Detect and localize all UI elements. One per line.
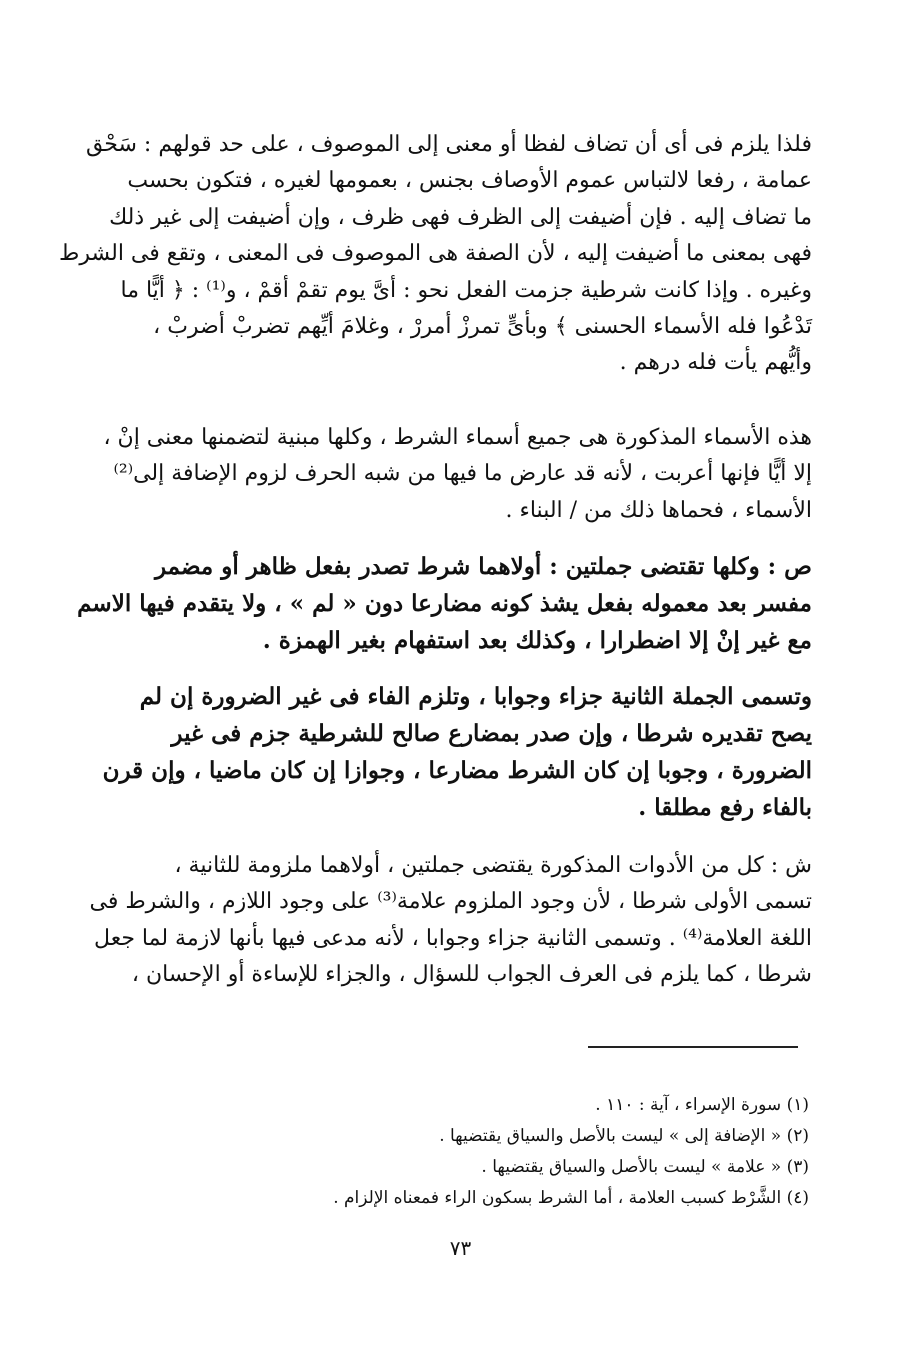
text-line: إلا أيًّا فإنها أعربت ، لأنه قد عارض ما فيها من شبه الحرف لزوم الإضافة إلى⁽²⁾: [113, 461, 812, 487]
text-line: مع غير إنْ إلا اضطرارا ، وكذلك بعد استفهام بغير الهمزة .: [262, 627, 812, 654]
text-line: يصح تقديره شرطا ، وإن صدر بمضارع صالح للشرطية جزم فى غير: [171, 720, 812, 747]
paragraph-2: [103, 420, 812, 529]
matn-paragraph-1: [77, 548, 812, 659]
matn-paragraph-2: [102, 678, 812, 826]
text-line: تَدْعُوا فله الأسماء الحسنى ﴾ وبأىٍّ تمرزْ أمررْ ، وغلامَ أيِّهم تضربْ أضربْ ،: [153, 314, 812, 340]
footnote: (٣) « علامة » ليست بالأصل والسياق يقتضيها .: [481, 1157, 809, 1177]
footnote-divider: [588, 1046, 798, 1048]
text-line: ص : وكلها تقتضى جملتين : أولاهما شرط تصدر بفعل ظاهر أو مضمر: [154, 553, 812, 580]
paragraph-1: [59, 127, 812, 382]
paragraph-sharh: [89, 848, 812, 994]
text-line: ما تضاف إليه . فإن أضيفت إلى الظرف فهى ظرف ، وإن أضيفت إلى غير ذلك: [109, 204, 812, 230]
text-line: بالفاء رفع مطلقا .: [638, 794, 812, 821]
text-line: فلذا يلزم فى أى أن تضاف لفظا أو معنى إلى الموصوف ، على حد قولهم : سَحْق: [85, 132, 812, 157]
text-line: وغيره . وإذا كانت شرطية جزمت الفعل نحو : أىَّ يوم تقمْ أقمْ ، و⁽¹⁾ : ﴿ أيًّا ما: [120, 277, 812, 303]
text-line: مفسر بعد معموله بفعل يشذ كونه مضارعا دون « لم » ، ولا يتقدم فيها الاسم: [77, 590, 812, 617]
text-line: اللغة العلامة⁽⁴⁾ . وتسمى الثانية جزاء وجوابا ، لأنه مدعى فيها بأنها لازمة لما جعل: [94, 925, 812, 951]
text-line: تسمى الأولى شرطا ، لأن وجود الملزوم علامة⁽³⁾ على وجود اللازم ، والشرط فى: [89, 889, 812, 915]
footnotes: [209, 1090, 809, 1214]
text-line: هذه الأسماء المذكورة هى جميع أسماء الشرط ، وكلها مبنية لتضمنها معنى إنْ ،: [103, 425, 812, 450]
text-line: عمامة ، رفعا لالتباس عموم الأوصاف بجنس ، بعمومها لغيره ، فتكون بحسب: [127, 168, 812, 194]
text-line: فهى بمعنى ما أضيفت إليه ، لأن الصفة هى الموصوف فى المعنى ، وتقع فى الشرط: [59, 241, 812, 267]
text-line: الضرورة ، وجوبا إن كان الشرط مضارعا ، وجوازا إن كان ماضيا ، وإن قرن: [102, 757, 812, 784]
text-line: الأسماء ، فحماها ذلك من / البناء .: [505, 497, 812, 523]
footnote: (١) سورة الإسراء ، آية : ١١٠ .: [595, 1095, 809, 1115]
footnote: (٢) « الإضافة إلى » ليست بالأصل والسياق يقتضيها .: [439, 1126, 809, 1146]
footnote: (٤) الشَّرْط كسبب العلامة ، أما الشرط بسكون الراء فمعناه الإلزام .: [333, 1188, 809, 1208]
text-line: شرطا ، كما يلزم فى العرف الجواب للسؤال ، والجزاء للإساءة أو الإحسان ،: [131, 962, 812, 988]
text-line: وأيُّهم يأت فله درهم .: [619, 350, 812, 376]
text-line: ش : كل من الأدوات المذكورة يقتضى جملتين ، أولاهما ملزومة للثانية ،: [174, 853, 812, 878]
text-line: وتسمى الجملة الثانية جزاء وجوابا ، وتلزم الفاء فى غير الضرورة إن لم: [139, 683, 812, 710]
page-number: ٧٣: [449, 1236, 472, 1260]
